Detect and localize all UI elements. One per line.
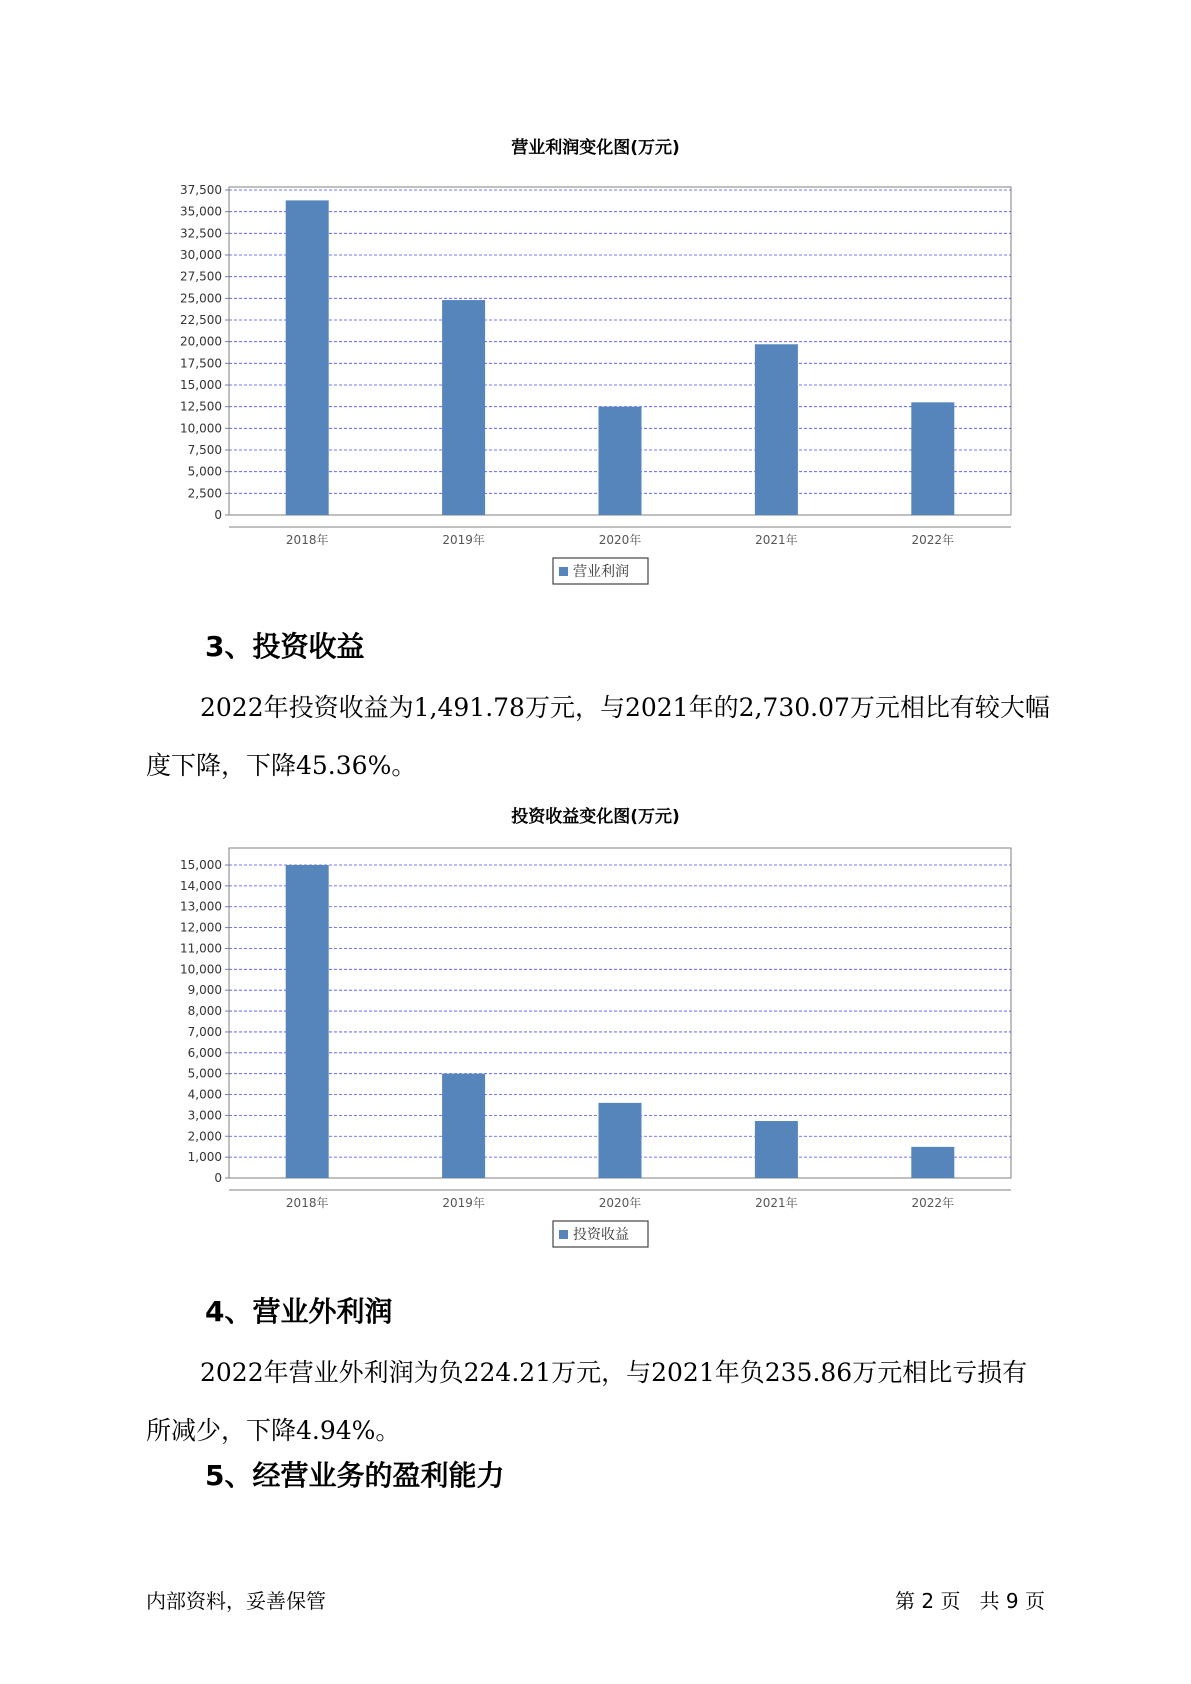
bar-2019年 xyxy=(442,1074,485,1178)
y-tick-label: 11,000 xyxy=(180,941,222,956)
x-tick-label: 2022年 xyxy=(911,1196,955,1210)
x-tick-label: 2018年 xyxy=(285,533,329,547)
y-tick-label: 5,000 xyxy=(187,464,222,479)
y-tick-label: 13,000 xyxy=(180,899,222,914)
chart-1-title: 营业利润变化图(万元) xyxy=(511,138,680,158)
y-tick-label: 37,500 xyxy=(180,183,222,197)
section-3-paragraph: 2022年投资收益为1,491.78万元，与2021年的2,730.07万元相比有较大幅度下降，下降45.36%。 xyxy=(146,693,1050,780)
y-tick-label: 9,000 xyxy=(187,983,222,998)
y-tick-label: 2,500 xyxy=(187,486,222,501)
bar-2021年 xyxy=(755,1121,798,1178)
x-tick-label: 2021年 xyxy=(755,1196,798,1210)
footer-confidential-note: 内部资料，妥善保管 xyxy=(146,1589,326,1613)
y-tick-label: 10,000 xyxy=(180,962,222,977)
bar-2022年 xyxy=(911,1147,954,1178)
y-tick-label: 1,000 xyxy=(187,1150,222,1165)
y-tick-label: 30,000 xyxy=(180,248,222,262)
x-tick-label: 2018年 xyxy=(285,1196,329,1210)
y-tick-label: 6,000 xyxy=(187,1045,222,1060)
y-tick-label: 27,500 xyxy=(180,269,222,284)
y-tick-label: 14,000 xyxy=(180,878,222,893)
y-tick-label: 8,000 xyxy=(187,1004,222,1019)
footer-page-number: 第 2 页 共 9 页 xyxy=(895,1589,1045,1613)
section-4-heading: 4、营业外利润 xyxy=(205,1295,393,1328)
y-tick-label: 32,500 xyxy=(180,226,222,241)
chart-2-title: 投资收益变化图(万元) xyxy=(511,807,680,827)
y-tick-label: 15,000 xyxy=(180,378,222,392)
y-tick-label: 0 xyxy=(214,1171,222,1185)
y-tick-label: 4,000 xyxy=(187,1087,222,1102)
section-3-heading: 3、投资收益 xyxy=(205,630,365,663)
y-tick-label: 22,500 xyxy=(180,313,222,327)
y-tick-label: 0 xyxy=(214,508,222,522)
legend-label: 营业利润 xyxy=(573,564,629,580)
x-tick-label: 2019年 xyxy=(442,1196,485,1210)
x-tick-label: 2019年 xyxy=(442,533,485,547)
y-tick-label: 3,000 xyxy=(187,1108,222,1123)
y-tick-label: 5,000 xyxy=(187,1066,222,1081)
y-tick-label: 7,000 xyxy=(187,1024,222,1039)
y-tick-label: 10,000 xyxy=(180,421,222,436)
legend-label: 投资收益 xyxy=(573,1227,629,1243)
x-tick-label: 2022年 xyxy=(911,533,955,547)
y-tick-label: 12,000 xyxy=(180,920,222,935)
x-tick-label: 2021年 xyxy=(755,533,798,547)
bar-2020年 xyxy=(599,1103,642,1178)
section-5-heading: 5、经营业务的盈利能力 xyxy=(205,1459,505,1492)
y-tick-label: 17,500 xyxy=(180,356,222,371)
legend-swatch xyxy=(559,1230,568,1239)
bar-2018年 xyxy=(286,865,329,1178)
y-tick-label: 25,000 xyxy=(180,291,222,306)
y-tick-label: 20,000 xyxy=(180,334,222,349)
section-4-paragraph: 2022年营业外利润为负224.21万元，与2021年负235.86万元相比亏损有所减少，下降4.94%。 xyxy=(146,1358,1028,1445)
y-tick-label: 15,000 xyxy=(180,858,222,872)
y-tick-label: 7,500 xyxy=(187,443,222,457)
y-tick-label: 35,000 xyxy=(180,204,222,219)
y-tick-label: 12,500 xyxy=(180,399,222,414)
x-tick-label: 2020年 xyxy=(598,533,642,547)
y-tick-label: 2,000 xyxy=(187,1129,222,1144)
x-tick-label: 2020年 xyxy=(598,1196,642,1210)
